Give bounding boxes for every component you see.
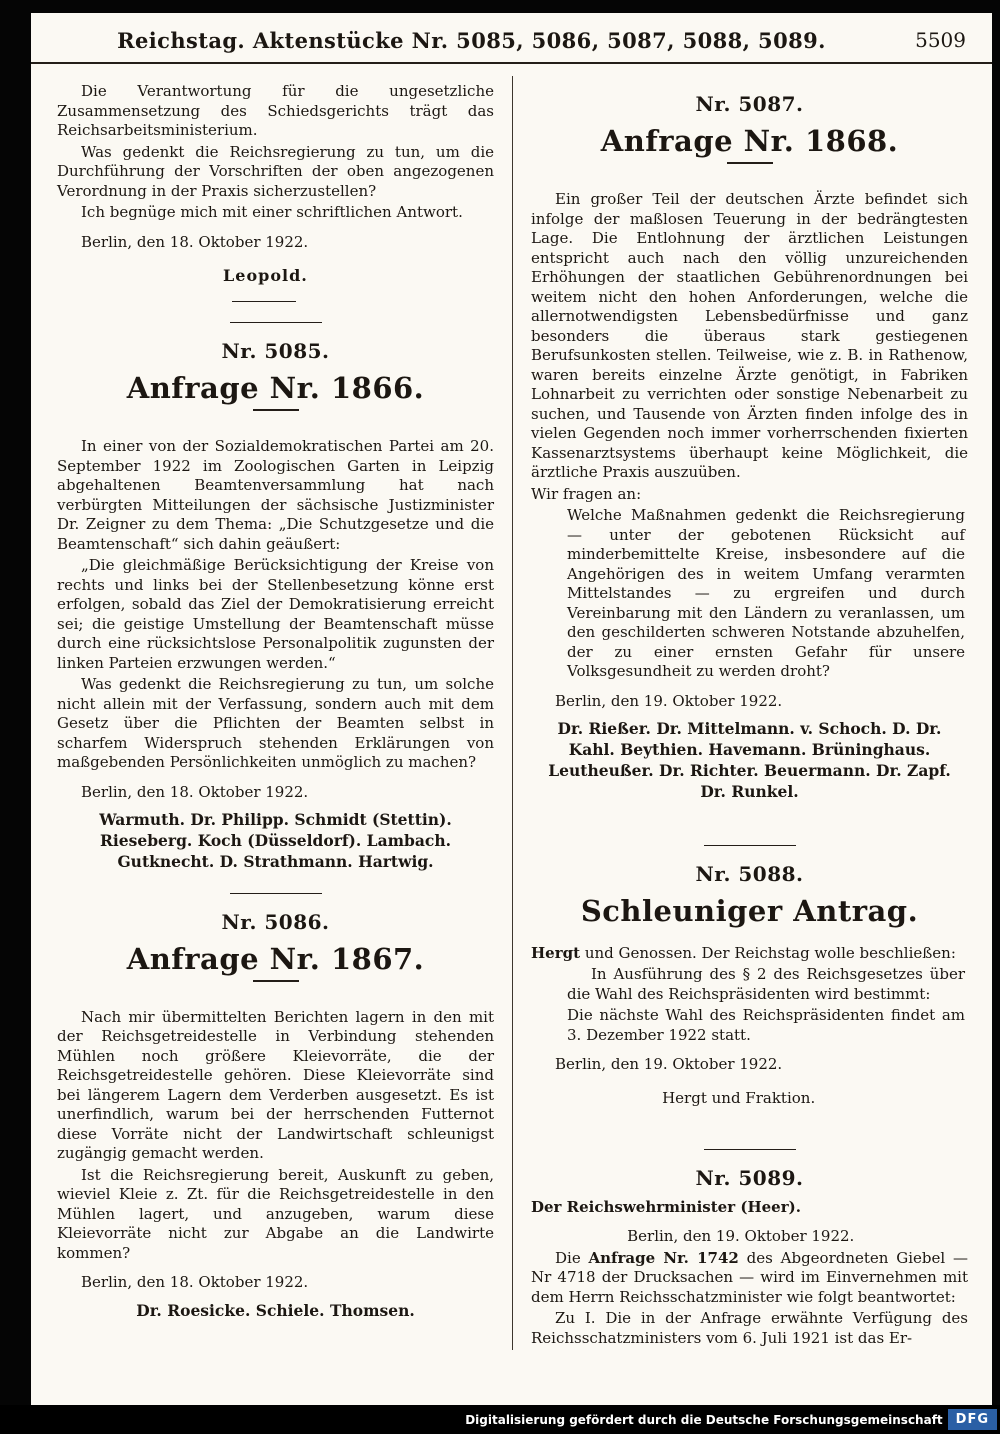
column-right [512, 76, 968, 1350]
date-line: Berlin, den 18. Oktober 1922. [81, 782, 309, 801]
page-number: 5509 [915, 28, 966, 52]
signature-line: Hergt und Fraktion. [662, 1088, 816, 1107]
section-divider [704, 845, 796, 846]
page-content [31, 64, 992, 1350]
page-header [31, 13, 992, 64]
paragraph-indented: In Ausführung des § 2 des Reichsgesetzes über die Wahl des Reichspräsidenten wird bestimmt: [567, 965, 965, 1003]
digitization-footer [0, 1405, 1000, 1434]
spacer [57, 996, 494, 1008]
paragraph: „Die gleichmäßige Berücksichtigung der Kreise von rechts und links bei der Stellenbesetzung könne erst erfolgen, sobald das Ziel der Demokratisierung erreicht sei; die geistige Umstellung der Beamtenschaft müsse durch eine rücksichtslose Personalpolitik zugunsten der linken Parteien erzwungen werden.“ [57, 556, 494, 672]
paragraph [531, 944, 968, 964]
paragraph-indented: Welche Maßnahmen gedenkt die Reichsregierung — unter der gebotenen Rücksicht auf minderbemittelte Kreise, insbesondere auf die Angehörigen des in weitem Umfang verarmten Mittelstandes — zu ergreifen und durch Vereinbarung mit den Ländern zu veranlassen, um den geschilderten schweren Notstande abzuhelfen, der zu einer ernsten Gefahr für unsere Volksgesundheit zu werden droht? [567, 506, 965, 680]
digitization-note: Digitalisierung gefördert durch die Deutsche Forschungsgemeinschaft [465, 1412, 943, 1427]
section-divider [230, 322, 322, 323]
date-line: Berlin, den 19. Oktober 1922. [555, 1055, 783, 1074]
spacer [531, 803, 968, 825]
item-number: Nr. 5085. [221, 339, 330, 363]
spacer [531, 932, 968, 944]
paragraph-indented: Die nächste Wahl des Reichspräsidenten findet am 3. Dezember 1922 statt. [567, 1006, 965, 1044]
date-line: Berlin, den 19. Oktober 1922. [627, 1227, 855, 1246]
title-rule [253, 980, 299, 982]
paragraph: Wir fragen an: [531, 484, 642, 503]
item-number: Nr. 5086. [221, 909, 330, 934]
dfg-logo: DFG [948, 1409, 997, 1430]
referenced-document: Anfrage Nr. 1742 [588, 1248, 739, 1267]
date-line: Berlin, den 19. Oktober 1922. [555, 691, 783, 710]
item-number: Nr. 5089. [695, 1165, 804, 1190]
item-subtitle: Der Reichswehrminister (Heer). [531, 1197, 801, 1216]
document-page [31, 13, 992, 1405]
item-number: Nr. 5088. [695, 861, 804, 886]
column-left [57, 76, 512, 1350]
item-title: Anfrage Nr. 1868. [600, 124, 899, 158]
paragraph-text: und Genossen. Der Reichstag wolle beschließen: [580, 943, 956, 962]
paragraph: In einer von der Sozialdemokratischen Partei am 20. September 1922 im Zoologischen Garten in Leipzig abgehaltenen Beamtenversammlung hat nach verbürgten Mitteilungen der sächsische Justizminister Dr. Zeigner zu dem Thema: „Die Schutzgesetze und die Beamtenschaft“ sich dahin geäußert: [57, 437, 494, 553]
paragraph-text: des Abgeordneten Giebel — Nr 4718 der Drucksachen — wird im Einvernehmen mit dem Herrn Reichsschatzminister wie folgt beantwortet: [531, 1248, 968, 1306]
signature-line: Dr. Roesicke. Schiele. Thomsen. [136, 1300, 415, 1320]
paragraph: Ein großer Teil der deutschen Ärzte befindet sich infolge der maßlosen Teuerung in der bedrängtesten Lage. Die Entlohnung der ärztlichen Leistungen entspricht auch nach den völlig unzureichenden Erhöhungen der staatlichen Gebührenordnungen bei weitem nicht den hohen Anforderungen, welche die allernotwendigsten Lebensbedürfnisse und ganz besonders die überaus stark gestiegenen Berufsunkosten stellen. Teilweise, wie z. B. in Rathenow, waren bereits einzelne Ärzte genötigt, in Fabriken Lohnarbeit zu verrichten oder sonstige Nebenarbeit zu suchen, und Tausende von Ärzten finden infolge des in vielen Gegenden noch immer vorherrschenden fixierten Kassenarztsystems überhaupt keine Möglichkeit, die ärztliche Praxis auszuüben. [531, 190, 968, 481]
paragraph: Zu I. Die in der Anfrage erwähnte Verfügung des Reichsschatzministers vom 6. Juli 1921 ist das Er- [531, 1309, 968, 1347]
section-divider [230, 893, 322, 894]
spacer [531, 1107, 968, 1129]
item-title: Anfrage Nr. 1866. [126, 371, 425, 405]
spacer [57, 425, 494, 437]
mover-name: Hergt [531, 943, 581, 962]
spacer [531, 178, 968, 190]
item-number: Nr. 5087. [695, 92, 804, 116]
header-title: Reichstag. Aktenstücke Nr. 5085, 5086, 5087, 5088, 5089. [117, 28, 826, 53]
signature-line: Leopold. [223, 266, 308, 285]
paragraph: Was gedenkt die Reichsregierung zu tun, um die Durchführung der Vorschriften der oben angezogenen Verordnung in der Praxis sicherzustellen? [57, 142, 494, 200]
paragraph: Ich begnüge mich mit einer schriftlichen Antwort. [81, 203, 463, 221]
paragraph: Ist die Reichsregierung bereit, Auskunft zu geben, wieviel Kleie z. Zt. für die Reichsgetreidestelle in den Mühlen lagert, und anzugeben, warum diese Kleievorräte nicht zur Abgabe an die Landwirte kommen? [57, 1165, 494, 1262]
section-divider [232, 301, 296, 302]
title-rule [253, 409, 299, 411]
date-line: Berlin, den 18. Oktober 1922. [81, 1273, 309, 1292]
date-line: Berlin, den 18. Oktober 1922. [81, 232, 309, 251]
paragraph: Nach mir übermittelten Berichten lagern in den mit der Reichsgetreidestelle in Verbindung stehenden Mühlen noch größere Kleievorräte, die der Reichsgetreidestelle gehören. Diese Kleievorräte sind bei längerem Lagern dem Verderben ausgesetzt. Es ist unerfindlich, warum bei der herrschenden Futternot diese Vorräte nicht der Landwirtschaft schleunigst zugängig gemacht werden. [57, 1007, 494, 1163]
paragraph: Die Verantwortung für die ungesetzliche Zusammensetzung des Schiedsgerichts trägt das Reichsarbeitsministerium. [57, 82, 494, 139]
signature-line: Warmuth. Dr. Philipp. Schmidt (Stettin). Rieseberg. Koch (Düsseldorf). Lambach. Gutknecht. D. Strathmann. Hartwig. [99, 810, 452, 871]
item-title: Anfrage Nr. 1867. [126, 941, 425, 976]
paragraph-text: Die [555, 1248, 589, 1267]
item-title: Schleuniger Antrag. [580, 893, 919, 928]
section-divider [704, 1149, 796, 1150]
title-rule [727, 162, 773, 164]
paragraph [531, 1249, 968, 1308]
paragraph: Was gedenkt die Reichsregierung zu tun, um solche nicht allein mit der Verfassung, sondern auch mit dem Gesetz über die Pflichten der Beamten selbst in scharfem Widerspruch stehenden Erklärungen von maßgebenden Persönlichkeiten unmöglich zu machen? [57, 675, 494, 771]
signature-line: Dr. Rießer. Dr. Mittelmann. v. Schoch. D. Dr. Kahl. Beythien. Havemann. Brüninghaus. Leutheußer. Dr. Richter. Beuermann. Dr. Zapf. Dr. Runkel. [548, 719, 951, 801]
